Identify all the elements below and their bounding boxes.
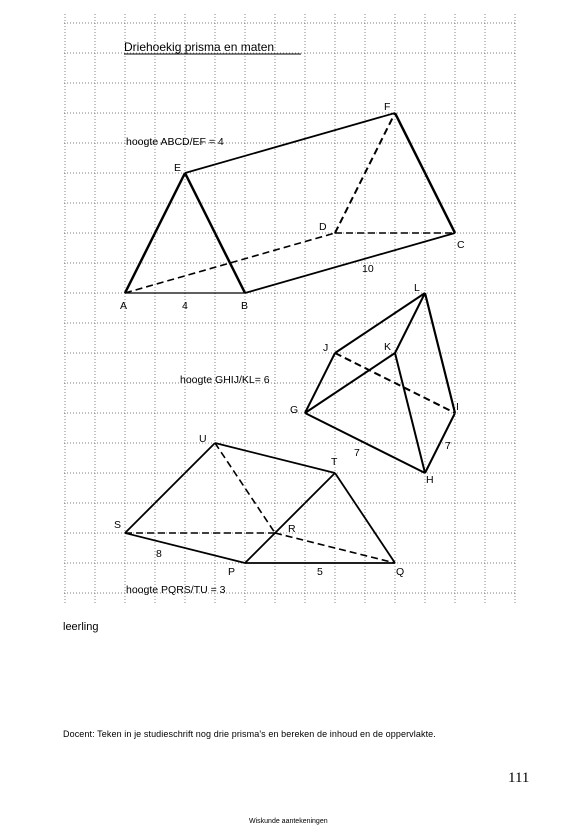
measure-hi: 7 [445,440,451,452]
student-label: leerling [63,621,99,633]
measure-sp: 8 [156,548,162,560]
vertex-label-k: K [384,341,392,353]
vertex-label-l: L [414,282,420,294]
edge-su [125,443,215,533]
prism2-height-label: hoogte GHIJ/KL= 6 [180,374,270,386]
vertex-label-t: T [331,456,338,468]
edge-sp [125,533,245,563]
measure-bc: 10 [362,263,374,275]
prism3-height-label: hoogte PQRS/TU = 3 [126,584,226,596]
vertex-label-i: I [456,401,459,413]
page-number: 111 [508,770,530,786]
edge-gk [305,353,395,413]
teacher-instruction: Docent: Teken in je studieschrift nog drie prisma's en bereken de inhoud en de oppervlakte. [63,729,436,739]
worksheet-title: Driehoekig prisma en maten [124,40,275,54]
dotted-grid [64,14,515,604]
vertex-label-h: H [426,474,434,486]
edge-pt [245,473,335,563]
edge-li [425,293,455,413]
measure-pq: 5 [317,566,323,578]
vertex-label-b: B [241,300,249,312]
vertex-label-u: U [199,433,207,445]
vertex-label-d: D [319,221,327,233]
measure-gh: 7 [354,447,360,459]
vertex-label-c: C [457,239,465,251]
vertex-label-j: J [323,342,329,354]
vertex-label-q: Q [396,566,405,578]
edge-ut [215,443,335,473]
vertex-label-f: F [384,101,391,113]
prism1-height-label: hoogte ABCD/EF = 4 [126,136,224,148]
measure-ab: 4 [182,300,188,312]
vertex-label-a: A [120,300,128,312]
vertex-label-e: E [174,162,182,174]
vertex-label-s: S [114,519,122,531]
edge-jl [335,293,425,353]
page-footer: Wiskunde aantekeningen [249,818,328,825]
vertex-label-r: R [288,523,296,535]
edge-bc [245,233,455,293]
vertex-label-p: P [228,566,236,578]
edge-kh [395,353,425,473]
vertex-label-g: G [290,404,299,416]
